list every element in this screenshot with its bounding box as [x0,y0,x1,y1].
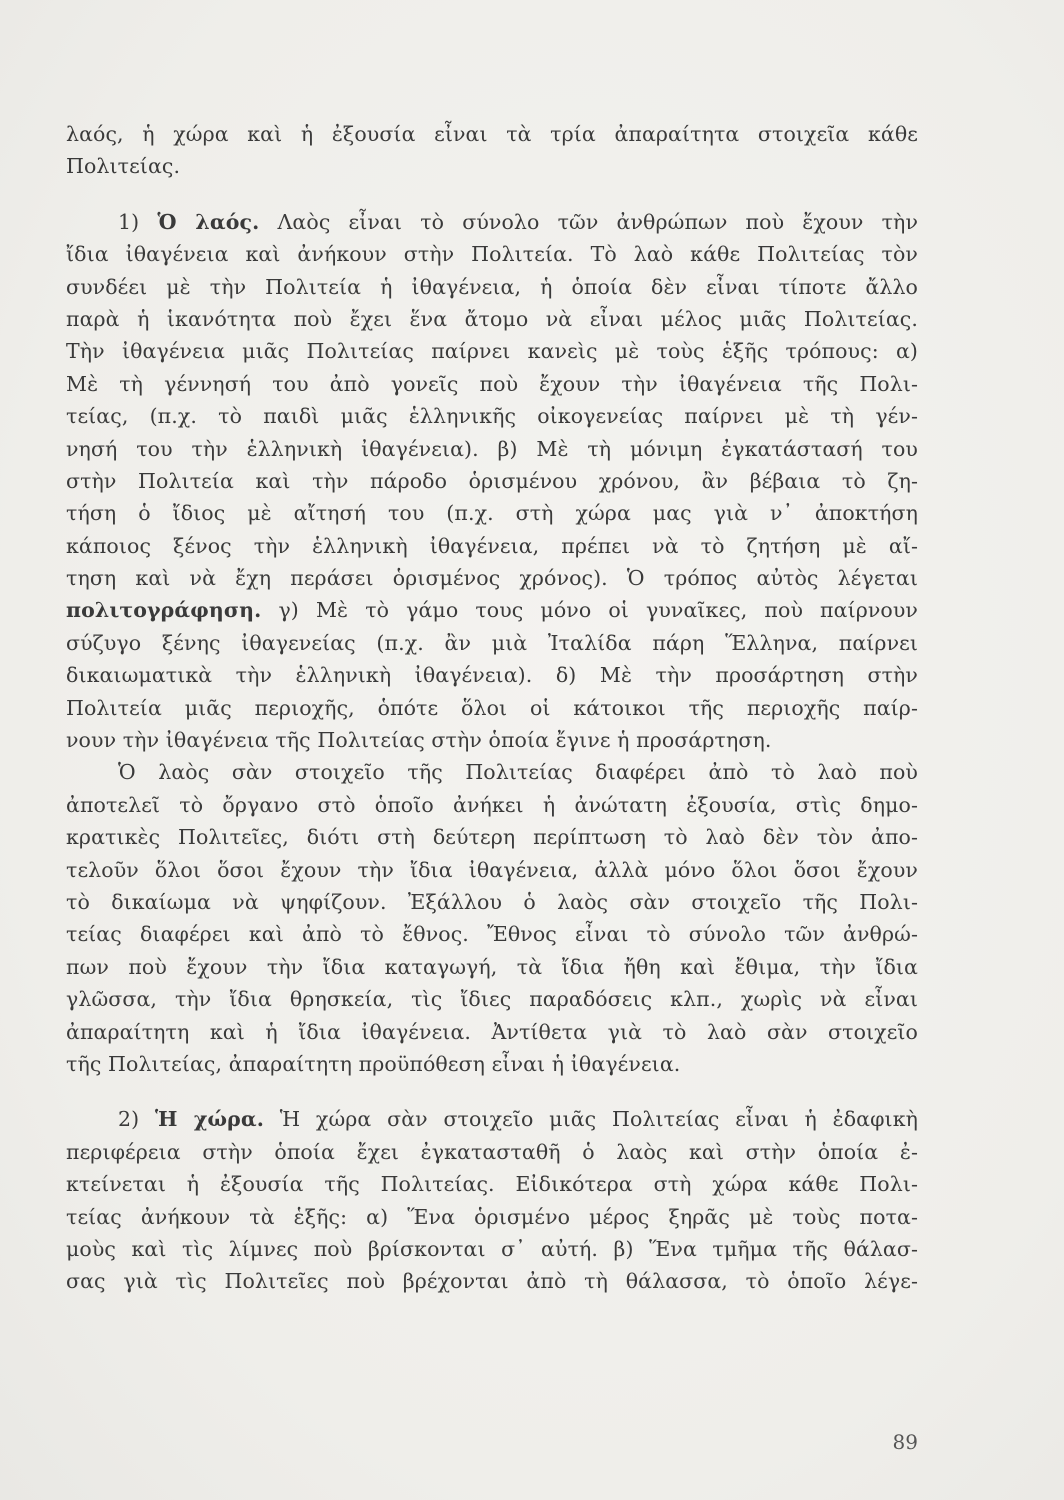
body-text [66,118,918,1298]
text-line: μοὺς καὶ τὶς λίμνες ποὺ βρίσκονται σ᾿ αὐτή. β) Ἕνα τμῆμα τῆς θάλασ- [66,1236,918,1261]
text-line: σας γιὰ τὶς Πολιτεῖες ποὺ βρέχονται ἀπὸ τὴ θάλασσα, τὸ ὁποῖο λέγε- [66,1269,918,1294]
text-line: Πολιτείας. [66,154,181,179]
text-line: σύζυγο ξένης ἰθαγενείας (π.χ. ἂν μιὰ Ἰταλίδα πάρη Ἕλληνα, παίρνει [66,630,918,655]
paragraph-heading-line: 2) Ἡ χώρα. Ἡ χώρα σὰν στοιχεῖο μιᾶς Πολιτείας εἶναι ἡ ἐδαφικὴ [118,1107,918,1132]
text-line: γλῶσσα, τὴν ἴδια θρησκεία, τὶς ἴδιες παραδόσεις κλπ., χωρὶς νὰ εἶναι [66,987,918,1012]
text-line: Ὁ λαὸς σὰν στοιχεῖο τῆς Πολιτείας διαφέρει ἀπὸ τὸ λαὸ ποὺ [118,760,918,785]
text-line: κρατικὲς Πολιτεῖες, διότι στὴ δεύτερη περίπτωση τὸ λαὸ δὲν τὸν ἀπο- [66,825,918,850]
text-line: τελοῦν ὅλοι ὅσοι ἔχουν τὴν ἴδια ἰθαγένεια, ἀλλὰ μόνο ὅλοι ὅσοι ἔχουν [66,857,918,882]
text-line: νησή του τὴν ἑλληνικὴ ἰθαγένεια). β) Μὲ τὴ μόνιμη ἐγκατάστασή του [66,436,918,461]
text-line: κτείνεται ἡ ἐξουσία τῆς Πολιτείας. Εἰδικότερα στὴ χώρα κάθε Πολι- [66,1172,918,1197]
section-heading-country: Ἡ χώρα. [155,1107,264,1132]
text-line: πολιτογράφηση. γ) Μὲ τὸ γάμο τους μόνο οἱ γυναῖκες, ποὺ παίρνουν [66,598,918,623]
text-line: τηση καὶ νὰ ἔχη περάσει ὁρισμένος χρόνος). Ὁ τρόπος αὐτὸς λέγεται [66,566,918,591]
text-line: τείας ἀνήκουν τὰ ἑξῆς: α) Ἕνα ὁρισμένο μέρος ξηρᾶς μὲ τοὺς ποτα- [66,1204,918,1229]
text-line: ἀπαραίτητη καὶ ἡ ἴδια ἰθαγένεια. Ἀντίθετα γιὰ τὸ λαὸ σὰν στοιχεῖο [66,1019,918,1044]
text-line: Τὴν ἰθαγένεια μιᾶς Πολιτείας παίρνει κανεὶς μὲ τοὺς ἑξῆς τρόπους: α) [66,339,918,364]
text-line: λαός, ἡ χώρα καὶ ἡ ἐξουσία εἶναι τὰ τρία ἀπαραίτητα στοιχεῖα κάθε [66,122,918,146]
term-naturalization: πολιτογράφηση. [66,598,262,623]
text-line: τείας διαφέρει καὶ ἀπὸ τὸ ἔθνος. Ἔθνος εἶναι τὸ σύνολο τῶν ἀνθρώ- [66,922,918,947]
text-line: δικαιωματικὰ τὴν ἑλληνικὴ ἰθαγένεια). δ) Μὲ τὴν προσάρτηση στὴν [66,663,918,688]
text-line: πων ποὺ ἔχουν τὴν ἴδια καταγωγή, τὰ ἴδια ἤθη καὶ ἔθιμα, τὴν ἴδια [66,954,918,979]
section-heading-people: Ὁ λαός. [157,209,260,234]
text-line: νουν τὴν ἰθαγένεια τῆς Πολιτείας στὴν ὁποία ἔγινε ἡ προσάρτηση. [66,728,772,753]
text-line: τήση ὁ ἴδιος μὲ αἴτησή του (π.χ. στὴ χώρα μας γιὰ ν᾿ ἀποκτήση [66,501,918,526]
text-line: περιφέρεια στὴν ὁποία ἔχει ἐγκατασταθῆ ὁ λαὸς καὶ στὴν ὁποία ἐ- [66,1139,918,1164]
text-line: παρὰ ἡ ἱκανότητα ποὺ ἔχει ἕνα ἄτομο νὰ εἶναι μέλος μιᾶς Πολιτείας. [66,306,918,331]
text-line: κάποιος ξένος τὴν ἑλληνικὴ ἰθαγένεια, πρέπει νὰ τὸ ζητήση μὲ αἴ- [66,533,918,558]
page-number: 89 [892,1430,918,1454]
text-line: τείας, (π.χ. τὸ παιδὶ μιᾶς ἑλληνικῆς οἰκογενείας παίρνει μὲ τὴ γέν- [66,404,918,429]
text-line: ἴδια ἰθαγένεια καὶ ἀνήκουν στὴν Πολιτεία. Τὸ λαὸ κάθε Πολιτείας τὸν [66,242,918,267]
text-line: συνδέει μὲ τὴν Πολιτεία ἡ ἰθαγένεια, ἡ ὁποία δὲν εἶναι τίποτε ἄλλο [66,274,918,299]
text-line: τὸ δικαίωμα νὰ ψηφίζουν. Ἐξάλλου ὁ λαὸς σὰν στοιχεῖο τῆς Πολι- [66,889,918,914]
text-line: τῆς Πολιτείας, ἀπαραίτητη προϋπόθεση εἶναι ἡ ἰθαγένεια. [66,1051,681,1076]
paragraph-heading-line: 1) Ὁ λαός. Λαὸς εἶναι τὸ σύνολο τῶν ἀνθρώπων ποὺ ἔχουν τὴν [118,209,918,234]
text-line: Πολιτεία μιᾶς περιοχῆς, ὁπότε ὅλοι οἱ κάτοικοι τῆς περιοχῆς παίρ- [66,695,918,720]
text-line: Μὲ τὴ γέννησή του ἀπὸ γονεῖς ποὺ ἔχουν τὴν ἰθαγένεια τῆς Πολι- [66,371,918,396]
text-line: στὴν Πολιτεία καὶ τὴν πάροδο ὁρισμένου χρόνου, ἂν βέβαια τὸ ζη- [66,468,918,493]
text-line: ἀποτελεῖ τὸ ὄργανο στὸ ὁποῖο ἀνήκει ἡ ἀνώτατη ἐξουσία, στὶς δημο- [66,792,918,817]
